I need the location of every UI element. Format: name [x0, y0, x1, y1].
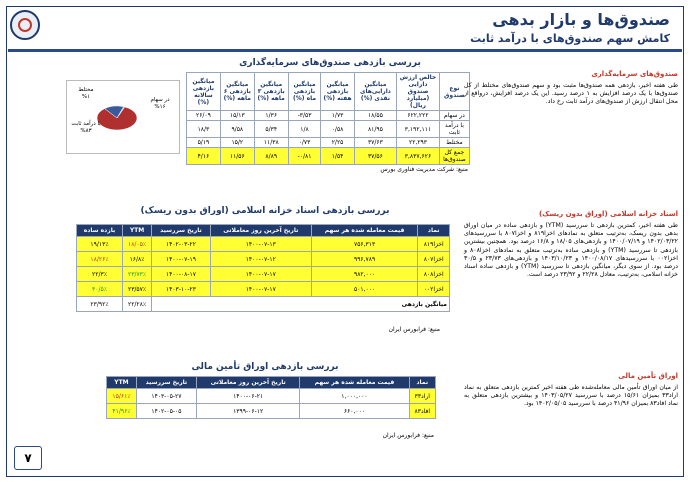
col-header: میانگین دارایی‌های نقدی (%): [354, 73, 396, 111]
table-cell: ۱,۰۰۰,۰۰۰: [300, 389, 409, 404]
col-header: میانگین بازدهی ۶ ماهه (%): [220, 73, 254, 111]
table-row: [77, 252, 450, 267]
table-cell: ۲/۲۵: [321, 138, 354, 148]
table-cell: ۵/۱۹: [187, 138, 221, 148]
col-header: بازده ساده: [77, 225, 123, 237]
table-cell: ۱۴۰۰-۰۷-۱۷: [210, 267, 311, 282]
page-title: صندوق‌ها و بازار بدهی: [492, 10, 670, 29]
table-cell: ۰/۵۸: [321, 121, 354, 138]
col-header: نماد: [418, 225, 450, 237]
table-cell: ۱۴۰۰-۰۷-۱۷: [210, 282, 311, 297]
table-cell: ۱۱/۳۸: [254, 138, 288, 148]
table-cell: ۴/۱۶: [187, 148, 221, 165]
table-cell: ۲۲,۲۹۳: [397, 138, 440, 148]
table-cell: ۱۶/۸٪: [122, 252, 151, 267]
logo-side-strip: [14, 44, 20, 114]
bonds-heading: اوراق تأمین مالی: [618, 372, 678, 380]
table-row-total: [187, 148, 470, 165]
bonds-paragraph: از میان اوراق تأمین مالی معامله‌شده طی هفته اخیر کمترین بازدهی متعلق به نماد اراد۳۳ بمیزان ۱۵/۶۱ درصد با سررسید ۱۴۰۳/۰۵/۲۷ و بیشترین بازدهی متعلق به نماد افاد۸۳ بمیزان ۴۱/۹۶ درصد با سررسید ۱۴۰۲/۰۵/۰۵ بود.: [464, 384, 678, 408]
table-cell: ۰/۷۳: [288, 138, 321, 148]
bonds-section-title: بررسی بازدهی اوراق تأمین مالی: [191, 362, 339, 372]
col-header: YTM: [122, 225, 151, 237]
table-row: [77, 267, 450, 282]
table-cell: ۱۸/۲۶٪: [77, 252, 123, 267]
treasury-heading: اسناد خزانه اسلامی (اوراق بدون ریسک): [538, 210, 678, 218]
table-cell: ۱/۷۳: [321, 111, 354, 121]
col-header: نماد: [409, 377, 435, 389]
table-cell: ۱۳۹۹-۰۶-۱۲: [196, 404, 299, 419]
treasury-paragraph: طی هفته اخیر، کمترین بازدهی تا سررسید (YTM) و بازدهی ساده در میان اوراق بدهی بدون ریسک، به‌ترتیب متعلق به نمادهای اخزا۸۱۹ و اخزا۸۰۷ با سررسیدهای ۱۴۰۲/۰۳/۲۲ و ۱۴۰۰/۰۷/۱۹ و بازدهی‌های ۱۸/۰۵ و ۱۶/۸ درصد بود. همچنین بیشترین بازدهی تا سررسید (YTM) و بازدهی ساده به‌ترتیب متعلق به نمادهای اخزا۸۰۸ و اخزا۰۰۲ با سررسیدهای ۱۴۰۰/۰۸/۱۷ و ۱۴۰۳/۱۰/۲۳ و بازدهی‌های ۲۳/۷۳ و ۳۰/۵ درصد بود. از سوی دیگر، میانگین بازدهی تا سررسید (YTM) و بازدهی ساده اسناد خزانه اسلامی، به‌ترتیب، معادل ۲۲/۲۸ و ۲۳/۹۲ درصد است.: [464, 222, 679, 279]
col-header: قیمت معامله شده هر سهم: [311, 225, 418, 237]
table-cell: ۵۰۱,۰۰۰: [311, 282, 418, 297]
col-header: میانگین بازدهی ماه (%): [288, 73, 321, 111]
treasury-table: [76, 224, 450, 312]
logo-icon: [10, 10, 40, 40]
bonds-source: منبع: فرابورس ایران: [382, 432, 434, 439]
table-cell: ۱۸/۵۵: [354, 111, 396, 121]
treasury-section-title: بررسی بازدهی اسناد خزانه اسلامی (اوراق بدون ریسک): [140, 206, 390, 216]
col-header: خالص ارزش دارایی صندوق (میلیارد ریال): [397, 73, 440, 111]
col-header: نوع صندوق: [439, 73, 469, 111]
table-cell: ۸/۸۹: [254, 148, 288, 165]
table-cell: افاد۸۳: [409, 404, 435, 419]
table-row: [187, 111, 470, 121]
table-cell: ۱۴۰۰-۰۸-۱۷: [152, 267, 211, 282]
table-cell: ۹۸۲,۰۰۰: [311, 267, 418, 282]
table-cell: ۹/۵۸: [220, 121, 254, 138]
table-cell: ۱۱/۵۶: [220, 148, 254, 165]
table-cell: جمع کل صندوق‌ها: [439, 148, 469, 165]
table-cell: ۱۸/۳: [187, 121, 221, 138]
table-cell: اخزا۸۰۷: [418, 252, 450, 267]
table-cell: ۰/۸۱-: [288, 148, 321, 165]
table-cell: ۱۵/۶۱٪: [107, 389, 137, 404]
table-cell: ۳۷/۵۶: [354, 148, 396, 165]
table-cell: ۱۴۰۳-۰۵-۲۷: [136, 389, 196, 404]
table-cell: ۶۶۰,۰۰۰: [300, 404, 409, 419]
table-cell: ۸۱/۹۵: [354, 121, 396, 138]
table-cell: ۱۹/۱۳٪: [77, 237, 123, 252]
table-row: [77, 282, 450, 297]
funds-table: [186, 72, 470, 165]
table-row: [187, 121, 470, 138]
col-header: میانگین بازدهی ۳ ماهه (%): [254, 73, 288, 111]
table-cell: ۱۵/۱۳: [220, 111, 254, 121]
funds-heading: صندوق‌های سرمایه‌گذاری: [591, 70, 678, 78]
table-row: [107, 404, 436, 419]
table-cell: ۱/۸: [288, 121, 321, 138]
page-subtitle: کامش سهم صندوق‌های با درآمد ثابت: [470, 32, 670, 45]
col-header: تاریخ آخرین روز معاملاتی: [210, 225, 311, 237]
table-row: [77, 237, 450, 252]
table-cell: ۳,۱۹۲,۱۱۱: [397, 121, 440, 138]
funds-section-title: بررسی بازدهی صندوق‌های سرمایه‌گذاری: [239, 58, 421, 68]
table-cell: ۲۶/۰۹: [187, 111, 221, 121]
table-row-summary: [77, 297, 450, 312]
bonds-table: [106, 376, 436, 419]
table-cell: ۱۴۰۳-۱۰-۲۳: [152, 282, 211, 297]
table-cell: ۷۵۶,۳۱۳: [311, 237, 418, 252]
funds-paragraph: طی هفته اخیر، بازدهی همه صندوق‌ها مثبت بود و سهم صندوق‌های مختلط از کل صندوق‌ها با یک درصد افزایش به ۱ درصد رسید. این یک درصد افزایش، درواقع از محل انتقال ارزش از صندوق‌های درآمد ثابت رخ داد.: [464, 82, 679, 106]
col-header: تاریخ سررسید: [152, 225, 211, 237]
col-header: تاریخ آخرین روز معاملاتی: [196, 377, 299, 389]
table-cell: ۱۴۰۰-۰۷-۱۲: [210, 252, 311, 267]
table-cell: ۶۲۲,۲۲۲: [397, 111, 440, 121]
table-cell: ۴۱/۹۶٪: [107, 404, 137, 419]
table-cell: ۳/۵۳-: [288, 111, 321, 121]
treasury-table-header: [77, 225, 450, 237]
table-cell: ۲۳/۹۲٪: [77, 297, 123, 312]
table-cell: ۱/۵۴: [321, 148, 354, 165]
pie-label-mixed: مختلط %۱: [78, 87, 94, 100]
treasury-source: منبع: فرابورس ایران: [388, 326, 440, 333]
table-cell: ۲۲/۲۸٪: [122, 297, 151, 312]
table-cell: ۳,۸۳۷,۶۲۶: [397, 148, 440, 165]
table-cell: ۱۴۰۰-۰۷-۱۹: [152, 252, 211, 267]
col-header: قیمت معامله شده هر سهم: [300, 377, 409, 389]
table-cell: ۳۷/۶۳: [354, 138, 396, 148]
funds-source: منبع: شرکت مدیریت فناوری بورس: [380, 166, 468, 173]
table-cell: ۵/۳۴: [254, 121, 288, 138]
table-cell: ۳۰/۵٪: [77, 282, 123, 297]
table-cell: مختلط: [439, 138, 469, 148]
table-cell: ۲۳/۷۳٪: [122, 267, 151, 282]
table-cell: ۱/۳۶: [254, 111, 288, 121]
header-divider: [8, 49, 682, 52]
table-cell: ۱۴۰۲-۰۳-۲۲: [152, 237, 211, 252]
table-cell: در سهام: [439, 111, 469, 121]
funds-pie-chart: [66, 80, 180, 154]
table-cell: اخزا۰۰۲: [418, 282, 450, 297]
funds-table-header: [187, 73, 470, 111]
col-header: تاریخ سررسید: [136, 377, 196, 389]
table-cell: میانگین بازدهی: [152, 297, 450, 312]
page-number: ۷: [14, 446, 42, 470]
table-cell: اراد۳۳: [409, 389, 435, 404]
table-row: [107, 389, 436, 404]
col-header: میانگین بازدهی هفته (%): [321, 73, 354, 111]
table-cell: ۱۴۰۲-۰۵-۰۵: [136, 404, 196, 419]
table-cell: ۱۵/۲: [220, 138, 254, 148]
table-cell: با درآمد ثابت: [439, 121, 469, 138]
table-cell: ۲۲/۳٪: [77, 267, 123, 282]
table-cell: ۱۴۰۰-۰۷-۱۳: [210, 237, 311, 252]
col-header: YTM: [107, 377, 137, 389]
col-header: میانگین بازدهی سالانه (%): [187, 73, 221, 111]
pie-label-equity: در سهام %۱۶: [150, 97, 170, 110]
table-cell: اخزا۸۰۸: [418, 267, 450, 282]
pie-label-fixed-income: با درآمد ثابت %۸۳: [71, 121, 101, 134]
table-cell: ۱۸/۰۵٪: [122, 237, 151, 252]
table-cell: اخزا۸۱۹: [418, 237, 450, 252]
table-cell: ۹۹۶,۷۸۹: [311, 252, 418, 267]
table-row: [187, 138, 470, 148]
table-cell: ۲۳/۵۷٪: [122, 282, 151, 297]
table-cell: ۱۴۰۰-۰۶-۲۱: [196, 389, 299, 404]
bonds-table-header: [107, 377, 436, 389]
